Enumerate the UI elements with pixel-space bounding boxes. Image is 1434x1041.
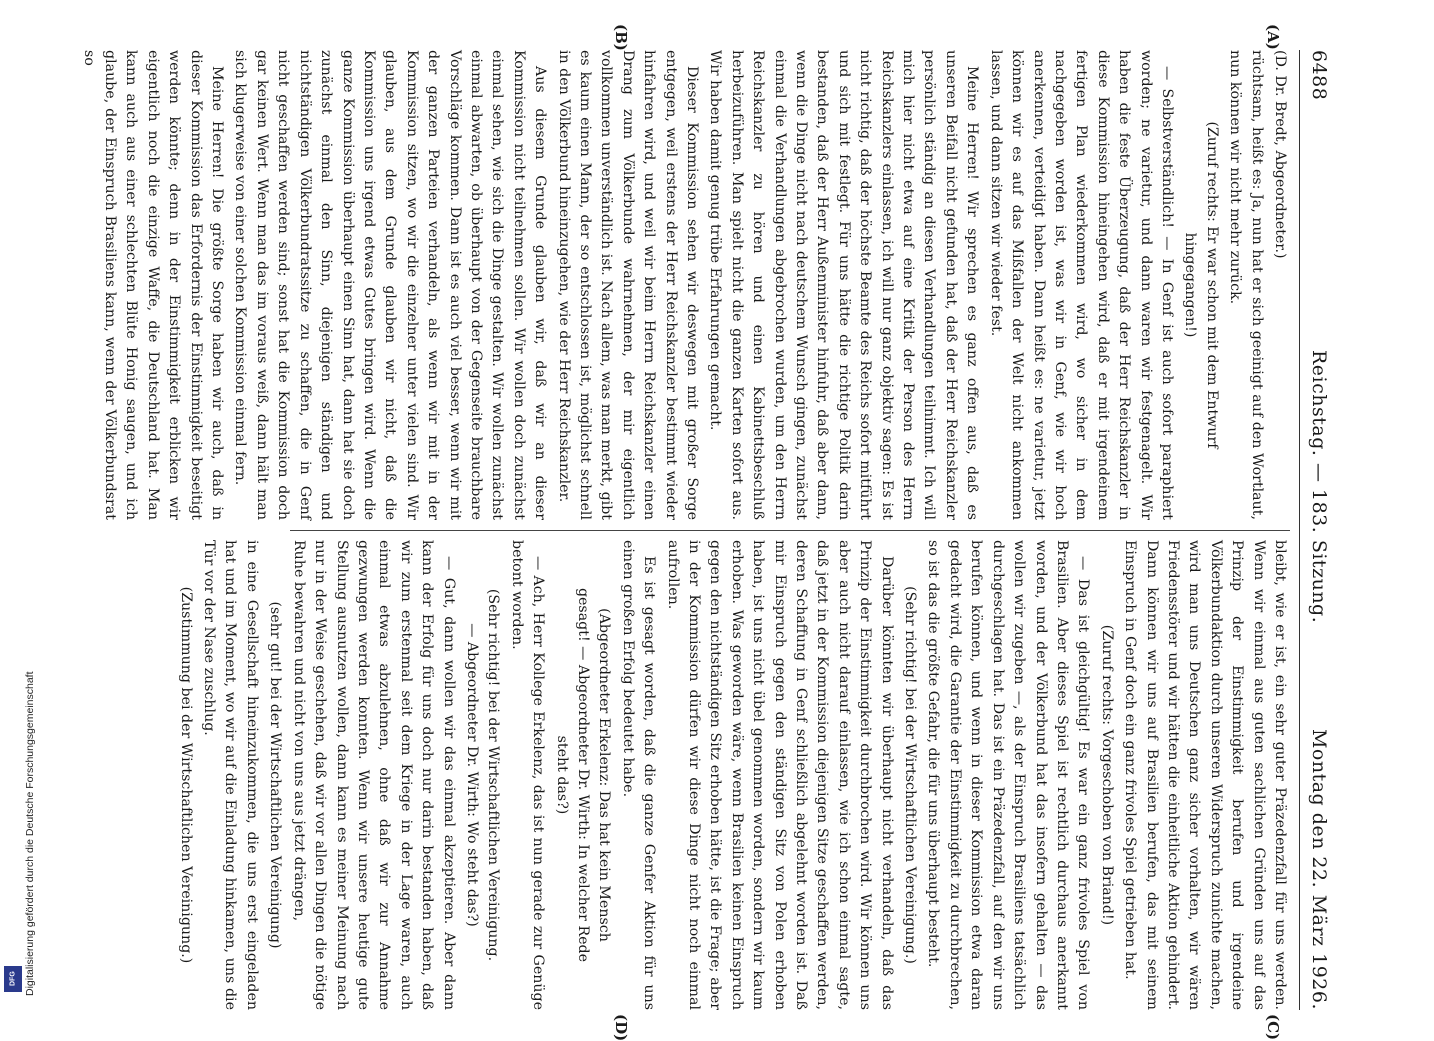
left-column-paragraph: Meine Herren! Die größte Sorge haben wir auch, daß in dieser Kommission das Erfordernis der Einstimmigkeit beseitigt werden könnte; denn in der Einstimmigkeit erblicken wir eigentlich noch die einzige Waffe, die Deutschland hat. Man kann auch aus einer schlechten Blüte Honig saugen, und ich glaube, der Einspruch Brasiliens kann, wenn der Völkerbundsrat so (80, 50, 226, 520)
session-date: Montag den 22. März 1926. (1308, 728, 1330, 1010)
page-number: 6488 (1308, 50, 1330, 101)
session-title: Reichstag. — 183. Sitzung. (1308, 350, 1330, 624)
right-column-paragraph: — Das ist gleichgültig! Es war ein ganz frivoles Spiel von Brasilien. Aber dieses Spiel ist rechtlich durchaus anerkannt worden, und der Völkerbund hat das insofern gehalten — das wollen wir zugeben —, als der Einspruch Brasiliens tatsächlich durchgeschlagen hat. Das ist ein Präzedenzfall, auf den wir uns berufen können, und wenn in dieser Kommission etwa daran gedacht wird, die Garantie der Einstimmigkeit zu durchbrechen, so ist das die größte Gefahr, die für uns überhaupt besteht. (925, 540, 1092, 1010)
right-column-paragraph: (Sehr richtig! bei der Wirtschaftlichen Vereinigung. — Abgeordneter Dr. Wirth: Wo steht das?) (463, 588, 502, 962)
digitization-footer (0, 0, 36, 1000)
right-column-paragraph: Darüber könnten wir überhaupt nicht verhandeln, daß das Prinzip der Einstimmigkeit durchbrochen wird. Wir können uns aber auch nicht darauf einlassen, wie ich schon einmal sagte, daß jetzt in der Kommission diejenigen Sitze geschaffen werden, deren Schaffung in Genf schließlich abgelehnt worden ist. Daß mir Einspruch gegen den ständigen Sitz von Polen erhoben haben, ist uns nicht übel genommen worden, sondern wir kaum erhoben. Was geworden wäre, wenn Brasilien keinen Einspruch gegen den nichtständigen Sitz erhoben hätte, ist die Frage; aber in der Kommission dürfen wir diese Dinge nicht noch einmal aufrollen. (664, 540, 895, 1010)
left-column-paragraph: (D. Dr. Bredt, Abgeordneter.) (1272, 50, 1288, 259)
footer-text: Digitalisierung gefördert durch die Deutsche Forschungsgemeinschaft (24, 671, 36, 996)
right-column-paragraph: Es ist gesagt worden, daß die ganze Genfer Aktion für uns einen großen Erfolg bedeutet habe. (619, 540, 658, 1010)
right-column-paragraph: (Zustimmung bei der Wirtschaftlichen Vereinigung.) (177, 586, 194, 964)
dfg-logo-icon: DFG (4, 966, 22, 992)
right-column-paragraph: in eine Gesellschaft hineinzukommen, die uns erst eingeladen hat und im Moment, wo wir auf die Einladung hinkamen, uns die Tür vor der Nase zuschlug. (201, 540, 260, 1010)
margin-mark-c: (C) (1264, 1014, 1282, 1041)
rotated-print-area (80, 24, 1330, 1041)
right-column-paragraph: (sehr gut! bei der Wirtschaftlichen Vereinigung) (267, 601, 284, 949)
page-header (1299, 50, 1330, 1010)
left-column-paragraph: (Zuruf rechts: Er war schon mit dem Entwurf hingegangen!) (1182, 121, 1220, 449)
left-column (80, 50, 1290, 520)
left-column-paragraph: Dieser Kommission sehen wir deswegen mit großer Sorge entgegen, weil erstens der Herr Reichskanzler bestimmt wieder hinfahren wird, und weil wir beim Herrn Reichskanzler einen Drang zum Völkerbunde wahrnehmen, der mir eigentlich vollkommen unverständlich ist. Nach allem, was man merkt, gibt es kaum einen Mann, der so entschlossen ist, möglichst schnell in den Völkerbund hineinzugehen, wie der Herr Reichskanzler. (555, 50, 701, 520)
right-column-paragraph: — Ach, Herr Kollege Erkelenz, das ist nun gerade zur Genüge betont worden. (508, 540, 547, 1010)
left-column-paragraph: rüchtsam, heißt es: Ja, nun hat er sich geeinigt auf den Wortlaut, nun können wir nicht mehr zurück. (1227, 50, 1265, 520)
right-column-paragraph: — Gut, dann wollen wir das einmal akzeptieren. Aber dann kann der Erfolg für uns doch nur darin bestanden haben, daß wir zum erstenmal seit dem Kriege in der Lage waren, auch einmal etwas abzulehnen, ohne daß wir zur Annahme gezwungen werden konnten. Wenn wir unsere heutige gute Stellung ausnutzen wollen, dann kann es meiner Meinung nach nur in der Weise geschehen, daß wir vor allen Dingen die nötige Ruhe bewahren und nicht von uns aus jetzt drängen, (290, 540, 457, 1010)
right-column-paragraph: (Zuruf rechts: Vorgeschoben von Briand!) (1098, 624, 1115, 926)
right-column-paragraph: (Sehr richtig! bei der Wirtschaftlichen Vereinigung.) (902, 586, 919, 964)
margin-mark-a: (A) (1264, 24, 1282, 50)
left-column-paragraph: Aus diesem Grunde glauben wir, daß wir an dieser Kommission nicht teilnehmen sollen. Wir wollen doch zunächst einmal sehen, wie sich die Dinge gestalten. Wir wollen zunächst einmal abwarten, ob überhaupt von der Gegenseite brauchbare Vorschläge kommen. Dann ist es auch viel besser, wenn wir mit der ganzen Parteien verhandeln, als wenn wir mit in der Kommission sitzen, wo wir die einzelner unter vielen sind. Wir glauben, aus dem Grunde glauben wir nicht, daß die Kommission uns irgend etwas Gutes bringen wird. Wenn die ganze Kommission überhaupt einen Sinn hat, dann hat sie doch zunächst einmal den Sinn, diejenigen ständigen und nichtständigen Völkerbundratssitze zu schaffen, die in Genf nicht geschaffen werden sind; sonst hat die Kommission doch gar keinen Wert. Wenn man das im voraus weiß, dann hält man sich klugerweise von einer solchen Kommission einmal fern. (232, 50, 549, 520)
right-column-paragraph: bleibt, wie er ist, ein sehr guter Präzedenzfall für uns werden. Wenn wir einmal aus guten sachlichen Gründen uns auf das Prinzip der Einstimmigkeit berufen und irgendeine Völkerbundaktion durch unseren Widerspruch zunichte machen, wird man uns Deutschen ganz sicher vorhalten, wir wären Friedensstörer und wir hätten die einheitliche Aktion gehindert. Dann können wir uns auf Brasilien berufen, das mit seinem Einspruch in Genf doch ein ganz frivoles Spiel getrieben hat. (1122, 540, 1288, 1010)
right-column-paragraph: (Abgeordneter Erkelenz: Das hat kein Mensch gesagt! — Abgeordneter Dr. Wirth: In welcher Rede steht das?) (553, 587, 613, 963)
margin-mark-d: (D) (612, 1014, 630, 1041)
column-divider (290, 530, 1290, 531)
margin-mark-b: (B) (612, 24, 630, 51)
left-column-paragraph: — Selbstverständlich! — In Genf ist auch sofort paraphiert worden; ne varietur, und dann waren wir festgenagelt. Wir haben die feste Überzeugung, daß der Herr Reichskanzler in diese Kommission hineingehen wird, daß er mit irgendeinem fertigen Plan wiederkommen wird, wo sicher in dem nachgegeben worden ist, was wir in Genf, wie wir hoch anerkennen, verteidigt haben. Dann heißt es: ne varietur, jetzt können wir es auf das Mißfallen der Welt nicht ankommen lassen, und dann sitzen wir wieder fest. (987, 50, 1175, 520)
left-column-paragraph: Meine Herren! Wir sprechen es ganz offen aus, daß es unseren Beifall nicht gefunden hat, daß der Herr Reichskanzler persönlich ständig an diesen Verhandlungen teilnimmt. Ich will mich hier nicht etwa auf eine Kritik der Person des Herrn Reichskanzlers einlassen, ich will nur ganz objektiv sagen: Es ist nicht richtig, daß der höchste Beamte des Reichs sofort mitführt und sich mit festlegt. Für uns hätte die richtige Politik darin bestanden, daß der Herr Außenminister hinfuhr, daß aber dann, wenn die Dinge nicht nach deutschem Wunsch gingen, zunächst einmal die Verhandlungen abgebrochen wurden, um den Herrn Reichskanzler zu hören und einen Kabinettsbeschluß herbeizuführen. Man spielt nicht die ganzen Karten sofort aus. Wir haben damit genug trübe Erfahrungen gemacht. (707, 50, 981, 520)
right-column (140, 540, 1290, 1010)
